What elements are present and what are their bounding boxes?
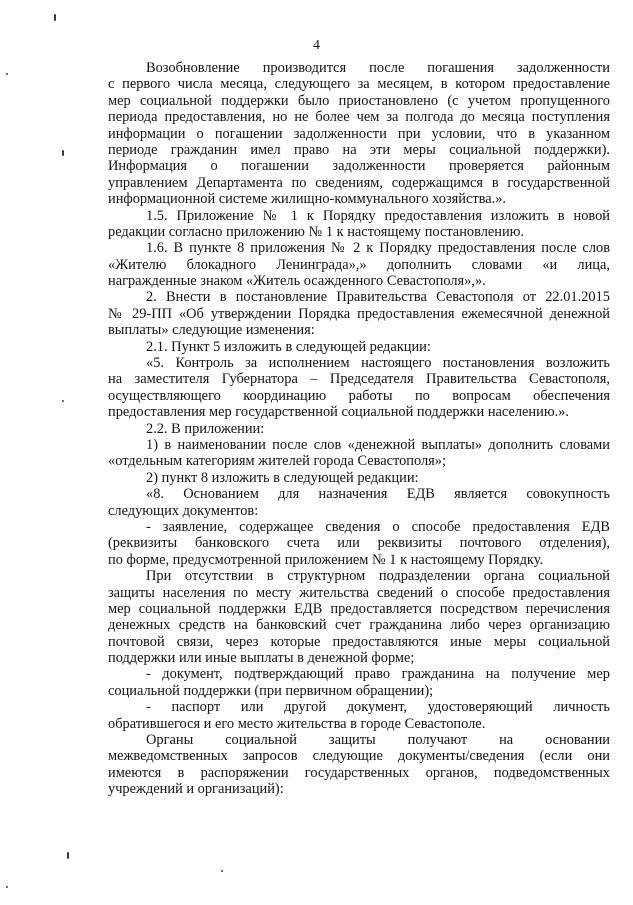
body-paragraph	[108, 519, 610, 568]
text-line: При отсутствии в структурном подразделении органа социальной	[146, 568, 610, 585]
scan-speck	[6, 886, 8, 888]
scan-speck	[62, 400, 64, 402]
text-line: 1.5. Приложение № 1 к Порядку предоставления изложить в новой	[146, 207, 610, 224]
body-paragraph	[108, 355, 610, 421]
text-line: выплаты» следующие изменения:	[108, 322, 315, 339]
text-line: межведомственных запросов следующие документы/сведения (если они	[108, 748, 610, 765]
body-paragraph	[108, 568, 610, 666]
text-line: награжденные знаком «Житель осажденного Севастополя»,».	[108, 273, 486, 290]
scan-speck	[54, 14, 56, 21]
text-line: - заявление, содержащее сведения о способе предоставления ЕДВ	[146, 518, 610, 535]
document-body	[108, 60, 610, 798]
body-paragraph	[108, 486, 610, 519]
text-line: Возобновление производится после погашения задолженности	[146, 60, 610, 76]
text-line: следующих документов:	[108, 502, 259, 519]
text-line: денежных средств на банковский счет гражданина либо через организацию	[108, 617, 610, 634]
text-line: «8. Основанием для назначения ЕДВ является совокупность	[146, 486, 610, 503]
body-paragraph	[108, 339, 610, 355]
text-line: 2. Внести в постановление Правительства Севастополя от 22.01.2015	[146, 289, 610, 306]
text-line: «5. Контроль за исполнением настоящего постановления возложить	[146, 355, 610, 372]
body-paragraph	[108, 470, 610, 486]
text-line: № 29-ПП «Об утверждении Порядка предоставления ежемесячной денежной	[108, 305, 610, 322]
scan-speck	[62, 150, 64, 156]
text-line: 2.2. В приложении:	[146, 420, 265, 437]
text-line: (реквизиты банковского счета или реквизиты почтового отделения),	[108, 535, 610, 552]
body-paragraph	[108, 60, 610, 208]
text-line: с первого числа месяца, следующего за месяцем, в котором предоставление	[108, 76, 610, 93]
text-line: редакции согласно приложению № 1 к настоящему постановлению.	[108, 223, 525, 240]
text-line: периода предоставления, но не более чем за полгода до месяца поступления	[108, 109, 610, 126]
text-line: - паспорт или другой документ, удостоверяющий личность	[146, 699, 610, 716]
page-number: 4	[313, 38, 320, 53]
text-line: Органы социальной защиты получают на основании	[146, 732, 610, 749]
text-line: почтовой связи, через которые предоставляются иные меры социальной	[108, 633, 610, 650]
text-line: Информация о погашении задолженности проверяется районным	[108, 158, 610, 175]
text-line: обратившегося и его место жительства в городе Севастополе.	[108, 715, 486, 732]
body-paragraph	[108, 666, 610, 699]
text-line: мер социальной поддержки ЕДВ предоставляется посредством перечисления	[108, 600, 610, 617]
text-line: на заместителя Губернатора – Председателя Правительства Севастополя,	[108, 371, 610, 388]
text-line: мер социальной поддержки было приостановлено (с учетом пропущенного	[108, 92, 610, 109]
body-paragraph	[108, 699, 610, 732]
body-paragraph	[108, 421, 610, 437]
scan-speck	[67, 852, 69, 859]
text-line: по форме, предусмотренной приложением № 1 к настоящему Порядку.	[108, 551, 544, 568]
text-line: осуществляющего координацию работы по вопросам обеспечения	[108, 387, 610, 404]
body-paragraph	[108, 240, 610, 289]
scan-speck	[6, 73, 8, 75]
text-line: предоставления мер государственной социальной поддержки населению.».	[108, 404, 569, 421]
text-line: 1) в наименовании после слов «денежной выплаты» дополнить словами	[146, 436, 610, 453]
text-line: периоде гражданин имел право на эти меры социальной поддержки).	[108, 141, 610, 158]
text-line: поддержки или иные выплаты в денежной форме;	[108, 650, 415, 667]
body-paragraph	[108, 289, 610, 338]
body-paragraph	[108, 208, 610, 241]
text-line: защиты населения по месту жительства сведений о способе предоставления	[108, 584, 610, 601]
text-line: «отдельным категориям жителей города Севастополя»;	[108, 453, 446, 470]
text-line: социальной поддержки (при первичном обращении);	[108, 682, 434, 699]
body-paragraph	[108, 437, 610, 470]
text-line: имеются в распоряжении государственных органов, подведомственных	[108, 764, 610, 781]
text-line: - документ, подтверждающий право гражданина на получение мер	[146, 666, 610, 683]
text-line: информации о погашении задолженности при условии, что в указанном	[108, 125, 610, 142]
text-line: 2.1. Пункт 5 изложить в следующей редакции:	[146, 338, 431, 355]
text-line: учреждений и организаций):	[108, 781, 284, 798]
text-line: «Жителю блокадного Ленинграда»,» дополнить словами «и лица,	[108, 256, 610, 273]
text-line: 2) пункт 8 изложить в следующей редакции:	[146, 469, 419, 486]
scan-speck	[221, 870, 223, 872]
body-paragraph	[108, 732, 610, 798]
text-line: информационной системе жилищно-коммунального хозяйства.».	[108, 191, 507, 208]
text-line: управлением Департамента по сведениям, содержащимся в государственной	[108, 174, 610, 191]
text-line: 1.6. В пункте 8 приложения № 2 к Порядку предоставления после слов	[146, 240, 610, 257]
